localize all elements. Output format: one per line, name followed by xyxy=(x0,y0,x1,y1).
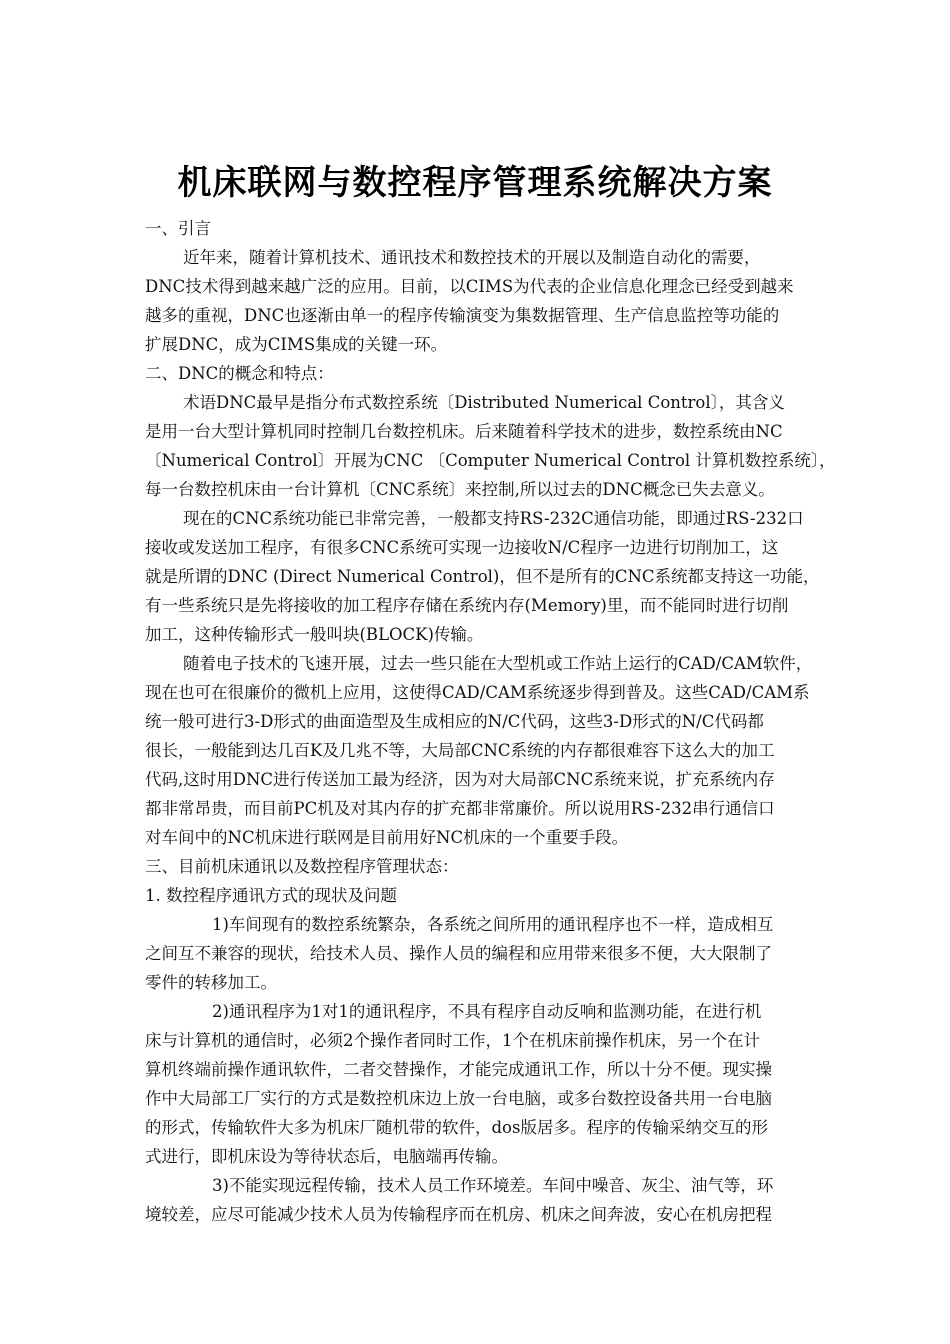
text-line: DNC技术得到越来越广泛的应用。目前，以CIMS为代表的企业信息化理念已经受到越来 xyxy=(145,277,794,296)
text-line: 1)车间现有的数控系统繁杂，各系统之间所用的通讯程序也不一样，造成相互 xyxy=(212,915,774,934)
text-line: 代码,这时用DNC进行传送加工最为经济，因为对大局部CNC系统来说，扩充系统内存 xyxy=(145,770,775,789)
document-body xyxy=(145,214,885,1229)
text-line: 术语DNC最早是指分布式数控系统〔Distributed Numerical Control〕，其含义 xyxy=(183,393,785,412)
text-line: 的形式，传输软件大多为机床厂随机带的软件，dos版居多。程序的传输采纳交互的形 xyxy=(145,1118,768,1137)
text-line: 统一般可进行3-D形式的曲面造型及生成相应的N/C代码，这些3-D形式的N/C代码都 xyxy=(145,712,764,731)
text-line: 都非常昂贵，而目前PC机及对其内存的扩充都非常廉价。所以说用RS-232串行通信口 xyxy=(145,799,775,818)
text-line: 三、目前机床通讯以及数控程序管理状态： xyxy=(145,857,459,876)
text-line: 每一台数控机床由一台计算机〔CNC系统〕来控制,所以过去的DNC概念已失去意义。 xyxy=(145,480,775,499)
text-line: 接收或发送加工程序，有很多CNC系统可实现一边接收N/C程序一边进行切削加工，这 xyxy=(145,538,779,557)
text-line: 〔Numerical Control〕开展为CNC 〔Computer Numerical Control 计算机数控系统〕， xyxy=(145,451,836,470)
document-title: 机床联网与数控程序管理系统解决方案 xyxy=(177,163,773,203)
text-line: 加工，这种传输形式一般叫块(BLOCK)传输。 xyxy=(145,625,484,644)
text-line: 3)不能实现远程传输，技术人员工作环境差。车间中噪音、灰尘、油气等，环 xyxy=(212,1176,774,1195)
text-line: 现在的CNC系统功能已非常完善，一般都支持RS-232C通信功能，即通过RS-232口 xyxy=(183,509,804,528)
text-line: 作中大局部工厂实行的方式是数控机床边上放一台电脑，或多台数控设备共用一台电脑 xyxy=(145,1089,772,1108)
text-line: 随着电子技术的飞速开展，过去一些只能在大型机或工作站上运行的CAD/CAM软件， xyxy=(183,654,813,673)
text-line: 床与计算机的通信时，必须2个操作者同时工作，1个在机床前操作机床，另一个在计 xyxy=(145,1031,760,1050)
text-line: 二、DNC的概念和特点： xyxy=(145,364,334,383)
text-line: 越多的重视，DNC也逐渐由单一的程序传输演变为集数据管理、生产信息监控等功能的 xyxy=(145,306,780,325)
text-line: 算机终端前操作通讯软件，二者交替操作，才能完成通讯工作，所以十分不便。现实操 xyxy=(145,1060,772,1079)
text-line: 之间互不兼容的现状，给技术人员、操作人员的编程和应用带来很多不便，大大限制了 xyxy=(145,944,772,963)
text-line: 很长，一般能到达几百K及几兆不等，大局部CNC系统的内存都很难容下这么大的加工 xyxy=(145,741,775,760)
text-line: 一、引言 xyxy=(145,219,211,238)
text-line: 2)通讯程序为1对1的通讯程序，不具有程序自动反响和监测功能，在进行机 xyxy=(212,1002,762,1021)
text-line: 式进行，即机床设为等待状态后，电脑端再传输。 xyxy=(145,1147,508,1166)
text-line: 就是所谓的DNC (Direct Numerical Control)，但不是所有的CNC系统都支持这一功能， xyxy=(145,567,820,586)
text-line: 是用一台大型计算机同时控制几台数控机床。后来随着科学技术的进步，数控系统由NC xyxy=(145,422,783,441)
text-line: 1. 数控程序通讯方式的现状及问题 xyxy=(145,886,397,905)
text-line: 零件的转移加工。 xyxy=(145,973,277,992)
text-line: 境较差，应尽可能减少技术人员为传输程序而在机房、机床之间奔波，安心在机房把程 xyxy=(145,1205,772,1224)
text-line: 有一些系统只是先将接收的加工程序存储在系统内存(Memory)里，而不能同时进行切削 xyxy=(145,596,789,615)
text-line: 近年来，随着计算机技术、通讯技术和数控技术的开展以及制造自动化的需要， xyxy=(183,248,761,267)
text-line: 现在也可在很廉价的微机上应用，这使得CAD/CAM系统逐步得到普及。这些CAD/CAM系 xyxy=(145,683,810,702)
text-line: 扩展DNC，成为CIMS集成的关键一环。 xyxy=(145,335,448,354)
text-line: 对车间中的NC机床进行联网是目前用好NC机床的一个重要手段。 xyxy=(145,828,629,847)
